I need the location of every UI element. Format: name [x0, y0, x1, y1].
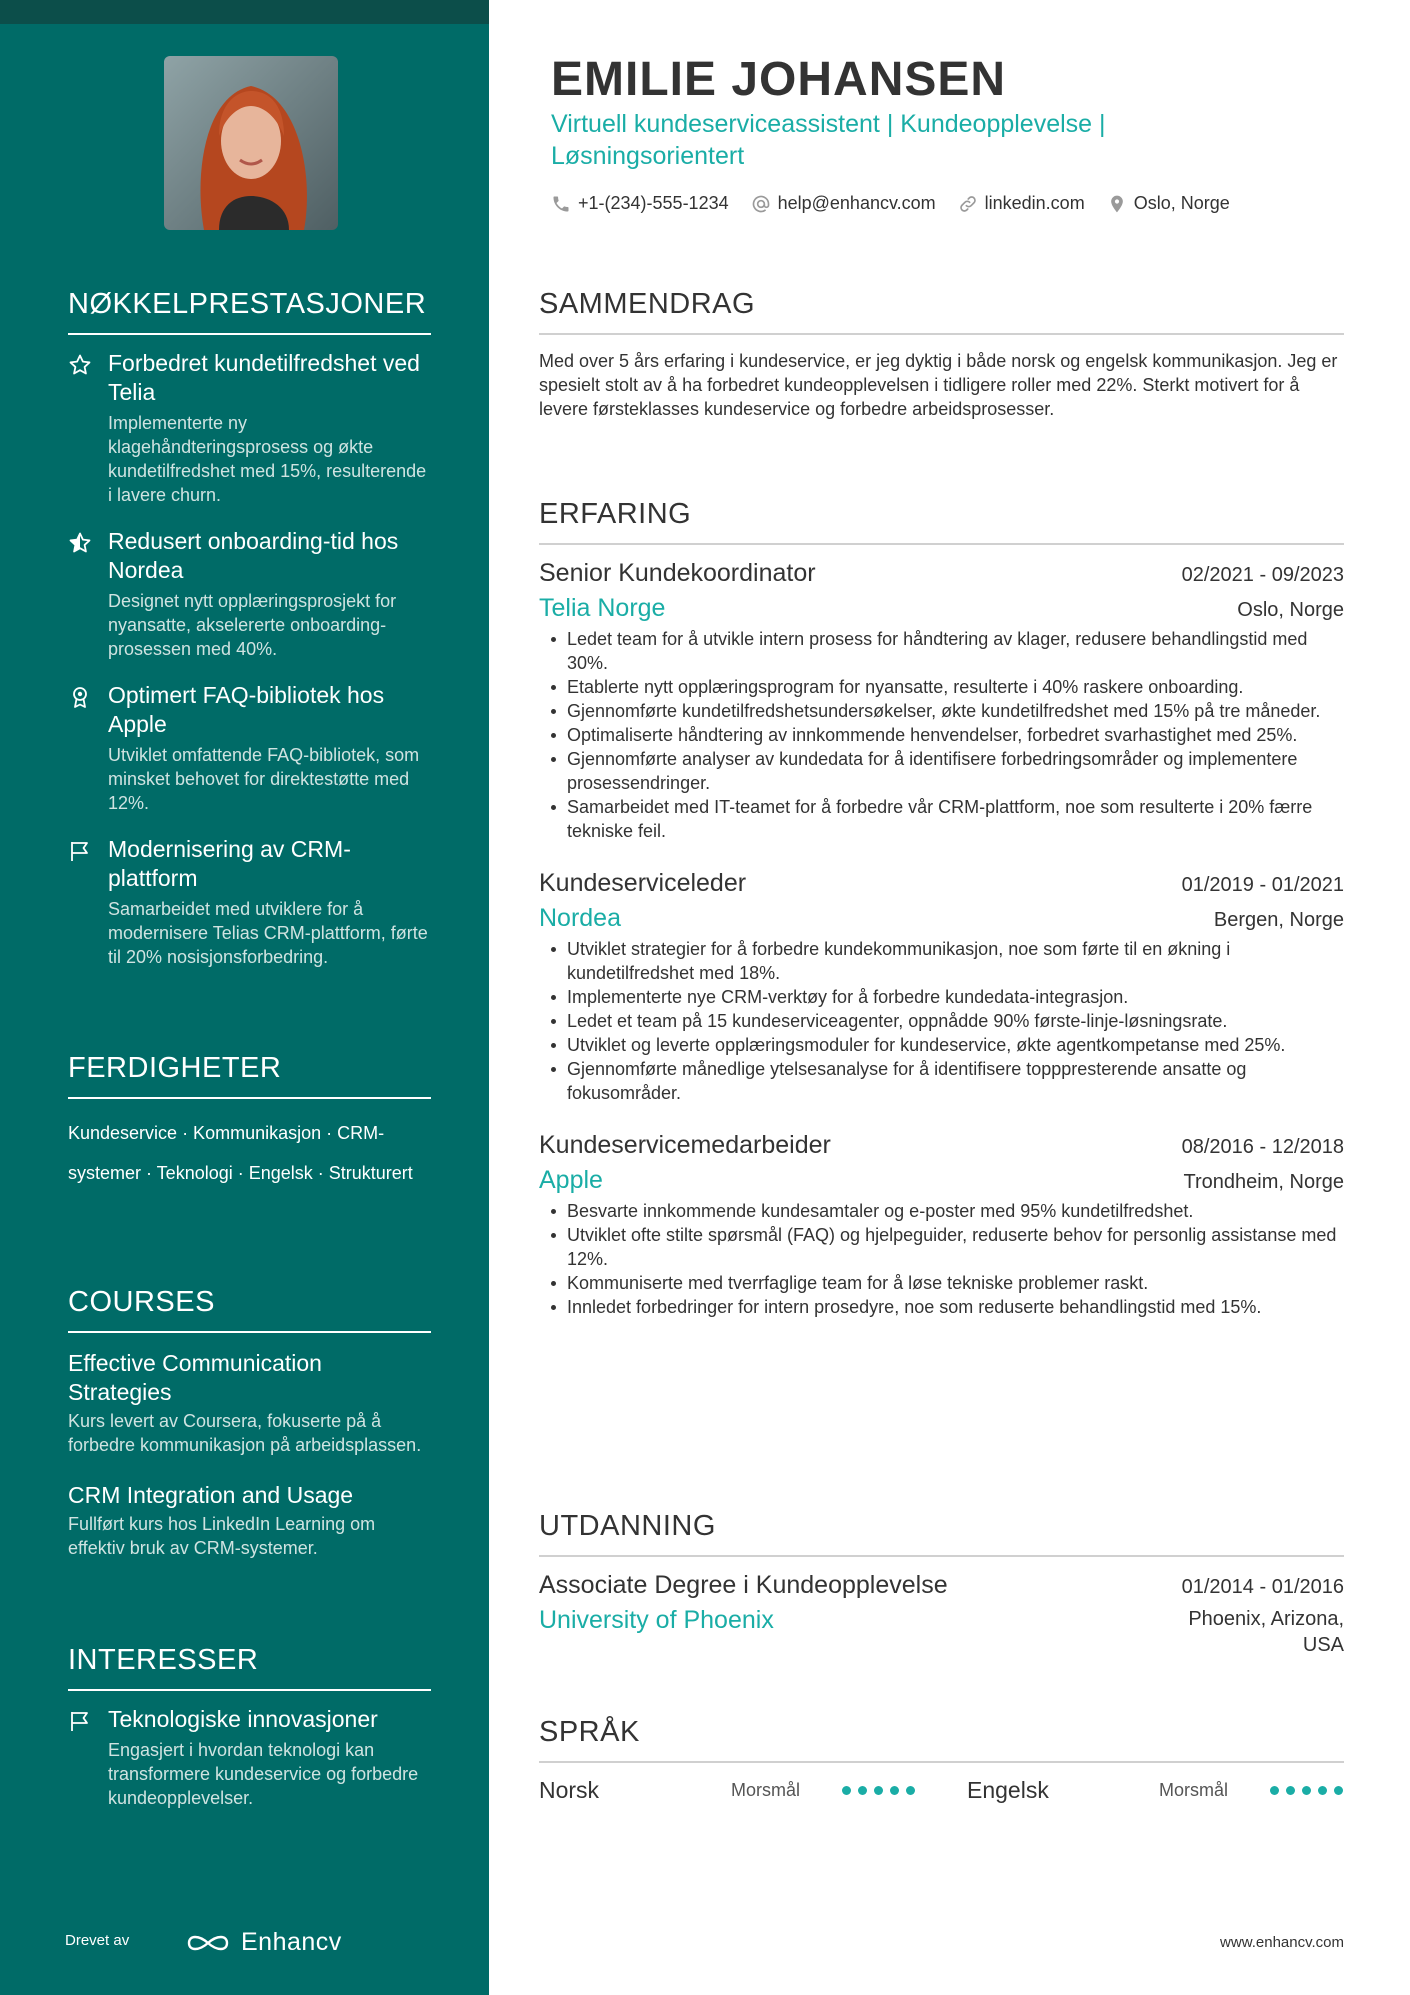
interest-item	[68, 1705, 431, 1810]
language-rating	[842, 1786, 915, 1795]
location-text: Oslo, Norge	[1133, 193, 1230, 213]
summary-section	[539, 288, 1344, 421]
education-dates: 01/2014 - 01/2016	[1181, 1576, 1344, 1598]
achievement-title: Optimert FAQ-bibliotek hos Apple	[108, 682, 385, 737]
interests-heading: INTERESSER	[68, 1644, 431, 1691]
language-rating	[1270, 1786, 1343, 1795]
phone-text: +1-(234)-555-1234	[578, 193, 729, 213]
enhancv-logo-icon	[185, 1931, 231, 1955]
rating-dot	[842, 1786, 851, 1795]
job-entry	[539, 869, 1344, 1105]
bullet-item: Utviklet strategier for å forbedre kundekommunikasjon, noe som førte til en økning i kundetilfredshet med 18%.	[539, 937, 1344, 985]
job-bullets	[539, 627, 1344, 843]
location-pin-icon	[1107, 194, 1127, 214]
contact-location	[1107, 193, 1230, 214]
job-dates: 02/2021 - 09/2023	[1181, 564, 1344, 586]
job-company: Nordea	[539, 904, 621, 932]
contact-email[interactable]	[751, 193, 936, 214]
job-entry	[539, 559, 1344, 843]
language-name: Norsk	[539, 1777, 600, 1803]
enhancv-logo-text: Enhancv	[241, 1928, 342, 1956]
job-company: Apple	[539, 1166, 603, 1194]
job-location: Oslo, Norge	[1237, 599, 1344, 621]
bullet-item: Innledet forbedringer for intern prosedyre, noe som reduserte behandlingstid med 15%.	[539, 1295, 1344, 1319]
main-content	[539, 0, 1344, 1995]
summary-heading: SAMMENDRAG	[539, 288, 1344, 335]
job-company: Telia Norge	[539, 594, 666, 622]
rating-dot	[1286, 1786, 1295, 1795]
contact-phone[interactable]	[551, 193, 729, 214]
language-level: Morsmål	[731, 1780, 801, 1800]
rating-dot	[1334, 1786, 1343, 1795]
achievement-title: Forbedret kundetilfredshet ved Telia	[108, 350, 420, 405]
education-section	[539, 1510, 1344, 1658]
courses-heading: COURSES	[68, 1286, 431, 1333]
bullet-item: Optimaliserte håndtering av innkommende henvendelser, forbedret svarhastighet med 25%.	[539, 723, 1344, 747]
bullet-item: Utviklet ofte stilte spørsmål (FAQ) og hjelpeguider, reduserte behov for personlig assistanse med 12%.	[539, 1223, 1344, 1271]
bullet-item: Besvarte innkommende kundesamtaler og e-poster med 95% kundetilfredshet.	[539, 1199, 1344, 1223]
languages-section	[539, 1716, 1344, 1804]
bullet-item: Kommuniserte med tverrfaglige team for å løse tekniske problemer raskt.	[539, 1271, 1344, 1295]
sidebar	[0, 0, 489, 1995]
enhancv-logo[interactable]	[185, 1928, 342, 1957]
powered-by-label: Drevet av	[65, 1932, 130, 1949]
course-description: Fullført kurs hos LinkedIn Learning om effektiv bruk av CRM-systemer.	[68, 1514, 376, 1558]
bullet-item: Gjennomførte månedlige ytelsesanalyse for å identifisere topppresterende ansatte og fokusområder.	[539, 1057, 1344, 1105]
star-icon	[68, 353, 92, 377]
course-description: Kurs levert av Coursera, fokuserte på å forbedre kommunikasjon på arbeidsplassen.	[68, 1411, 422, 1455]
bullet-item: Samarbeidet med IT-teamet for å forbedre vår CRM-plattform, noe som resulterte i 20% færre tekniske feil.	[539, 795, 1344, 843]
bullet-item: Ledet et team på 15 kundeserviceagenter, oppnådde 90% første-linje-løsningsrate.	[539, 1009, 1344, 1033]
experience-heading: ERFARING	[539, 498, 1344, 545]
achievement-item	[68, 681, 431, 815]
achievement-item	[68, 349, 431, 507]
achievement-description: Implementerte ny klagehåndteringsprosess og økte kundetilfredshet med 15%, resulterende i lavere churn.	[108, 413, 427, 505]
interest-title: Teknologiske innovasjoner	[108, 1706, 378, 1732]
achievement-title: Modernisering av CRM-plattform	[108, 836, 351, 891]
job-bullets	[539, 1199, 1344, 1319]
rating-dot	[874, 1786, 883, 1795]
bullet-item: Implementerte nye CRM-verktøy for å forbedre kundedata-integrasjon.	[539, 985, 1344, 1009]
link-icon	[958, 194, 978, 214]
bullet-item: Etablerte nytt opplæringsprogram for nyansatte, resulterte i 40% raskere onboarding.	[539, 675, 1344, 699]
job-dates: 08/2016 - 12/2018	[1181, 1136, 1344, 1158]
language-level: Morsmål	[1159, 1780, 1229, 1800]
achievement-item	[68, 527, 431, 661]
interests-section	[68, 1644, 431, 1830]
skills-section	[68, 1052, 431, 1193]
bullet-item: Gjennomførte kundetilfredshetsundersøkelser, økte kundetilfredshet med 15% på tre måneder.	[539, 699, 1344, 723]
at-icon	[751, 194, 771, 214]
school-name: University of Phoenix	[539, 1606, 774, 1634]
half-star-icon	[68, 531, 92, 555]
headline: Virtuell kundeserviceassistent | Kundeopplevelse | Løsningsorientert	[551, 110, 1106, 170]
flag-icon	[68, 1709, 92, 1733]
job-location: Bergen, Norge	[1213, 909, 1344, 931]
bullet-item: Utviklet og leverte opplæringsmoduler for kundeservice, økte agentkompetanse med 25%.	[539, 1033, 1344, 1057]
course-title: CRM Integration and Usage	[68, 1482, 354, 1508]
rating-dot	[1302, 1786, 1311, 1795]
languages-heading: SPRÅK	[539, 1716, 1344, 1763]
rating-dot	[906, 1786, 915, 1795]
bullet-item: Ledet team for å utvikle intern prosess for håndtering av klager, redusere behandlingstid med 30%.	[539, 627, 1344, 675]
profile-photo	[164, 56, 338, 230]
language-name: Engelsk	[967, 1777, 1049, 1803]
degree-title: Associate Degree i Kundeopplevelse	[539, 1571, 948, 1599]
linkedin-text: linkedin.com	[984, 193, 1085, 213]
contact-bar	[551, 193, 1230, 214]
summary-text: Med over 5 års erfaring i kundeservice, er jeg dyktig i både norsk og engelsk kommunikasjon. Jeg er spesielt stolt av å ha forbedret kundeopplevelsen i tidligere roller med 22%. Sterkt motivert for å levere førsteklasses kundeservice og forbedre arbeidsprosesser.	[539, 351, 1338, 419]
job-location: Trondheim, Norge	[1183, 1171, 1344, 1193]
medal-icon	[68, 685, 92, 709]
job-bullets	[539, 937, 1344, 1105]
rating-dot	[890, 1786, 899, 1795]
achievement-description: Samarbeidet med utviklere for å modernisere Telias CRM-plattform, førte til 20% nosisjonsforbedring.	[108, 899, 428, 967]
skills-heading: FERDIGHETER	[68, 1052, 431, 1099]
flag-icon	[68, 839, 92, 863]
job-title: Kundeservicemedarbeider	[539, 1131, 831, 1159]
bullet-item: Gjennomførte analyser av kundedata for å identifisere forbedringsområder og implementere prosessendringer.	[539, 747, 1344, 795]
achievement-item	[68, 835, 431, 969]
achievements-section	[68, 288, 431, 989]
achievement-description: Utviklet omfattende FAQ-bibliotek, som minsket behovet for direktestøtte med 12%.	[108, 745, 420, 813]
rating-dot	[1270, 1786, 1279, 1795]
sidebar-top-bar	[0, 0, 489, 24]
interest-description: Engasjert i hvordan teknologi kan transformere kundeservice og forbedre kundeopplevelser.	[108, 1740, 419, 1808]
course-item	[68, 1481, 431, 1560]
achievement-description: Designet nytt opplæringsprosjekt for nyansatte, akselererte onboarding-prosessen med 40%.	[108, 591, 397, 659]
rating-dot	[858, 1786, 867, 1795]
rating-dot	[1318, 1786, 1327, 1795]
experience-section	[539, 498, 1344, 1319]
job-title: Kundeserviceleder	[539, 869, 747, 897]
language-item	[941, 1777, 1344, 1804]
language-item	[539, 1777, 941, 1804]
education-entry	[539, 1571, 1344, 1658]
education-heading: UTDANNING	[539, 1510, 1344, 1557]
achievements-heading: NØKKELPRESTASJONER	[68, 288, 431, 335]
skills-list: Kundeservice · Kommunikasjon · CRM-systemer · Teknologi · Engelsk · Strukturert	[68, 1123, 413, 1183]
job-dates: 01/2019 - 01/2021	[1181, 874, 1344, 896]
achievement-title: Redusert onboarding-tid hos Nordea	[108, 528, 399, 583]
courses-section	[68, 1286, 431, 1568]
phone-icon	[551, 194, 571, 214]
job-title: Senior Kundekoordinator	[539, 559, 816, 587]
contact-linkedin[interactable]	[958, 193, 1085, 214]
course-title: Effective Communication Strategies	[68, 1350, 322, 1405]
course-item	[68, 1349, 431, 1457]
candidate-name: EMILIE JOHANSEN	[551, 53, 1007, 106]
job-entry	[539, 1131, 1344, 1319]
email-text: help@enhancv.com	[777, 193, 936, 213]
footer-url[interactable]: www.enhancv.com	[1220, 1934, 1344, 1951]
education-location: Phoenix, Arizona, USA	[1188, 1608, 1344, 1656]
